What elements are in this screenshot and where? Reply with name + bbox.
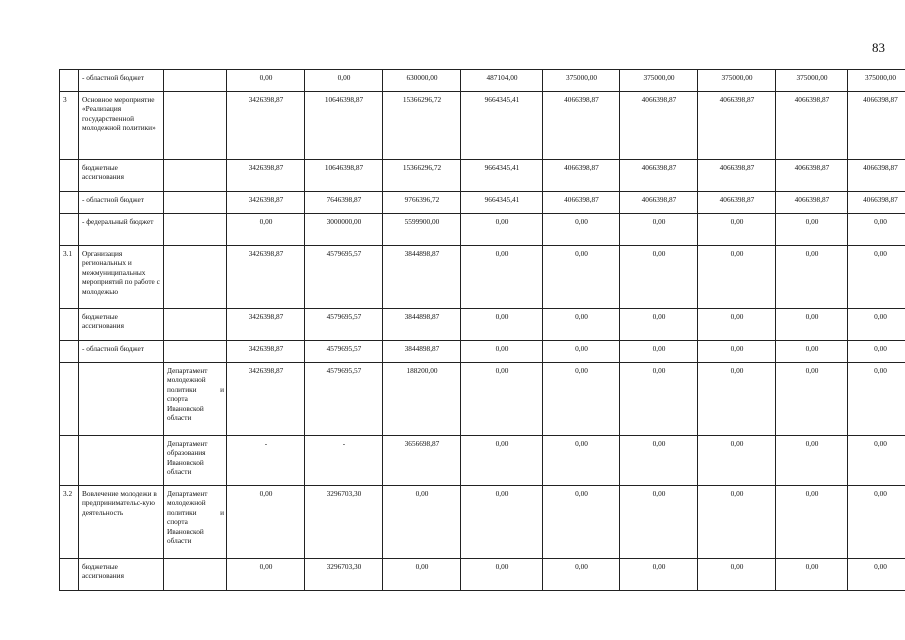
- item-name-cell: - областной бюджет: [79, 70, 164, 92]
- amount-cell: 0,00: [848, 363, 905, 436]
- amount-cell: 4066398,87: [620, 92, 698, 160]
- amount-cell: -: [227, 436, 305, 486]
- amount-cell: 4579695,57: [305, 363, 383, 436]
- table-row: [60, 246, 905, 309]
- amount-cell: 4066398,87: [698, 160, 776, 192]
- amount-cell: 4066398,87: [776, 192, 848, 214]
- amount-cell: 0,00: [848, 559, 905, 591]
- table-row: [60, 92, 905, 160]
- amount-cell: 0,00: [698, 214, 776, 246]
- amount-cell: 4066398,87: [848, 92, 905, 160]
- table-row: [60, 363, 905, 436]
- amount-cell: 3426398,87: [227, 160, 305, 192]
- amount-cell: 0,00: [620, 363, 698, 436]
- item-name-cell: бюджетные ассигнования: [79, 160, 164, 192]
- executor-cell: Департамент молодежной политики и спорта Ивановской области: [164, 486, 227, 559]
- amount-cell: 3844898,87: [383, 341, 461, 363]
- amount-cell: 0,00: [543, 309, 620, 341]
- amount-cell: 3296703,30: [305, 486, 383, 559]
- amount-cell: 4579695,57: [305, 341, 383, 363]
- amount-cell: 4066398,87: [543, 160, 620, 192]
- amount-cell: 3426398,87: [227, 341, 305, 363]
- executor-cell: [164, 309, 227, 341]
- table-row: [60, 160, 905, 192]
- amount-cell: 3296703,30: [305, 559, 383, 591]
- amount-cell: 0,00: [848, 341, 905, 363]
- amount-cell: 0,00: [776, 436, 848, 486]
- amount-cell: 3656698,87: [383, 436, 461, 486]
- amount-cell: 0,00: [776, 309, 848, 341]
- amount-cell: 9664345,41: [461, 192, 543, 214]
- amount-cell: 0,00: [848, 436, 905, 486]
- amount-cell: 375000,00: [543, 70, 620, 92]
- amount-cell: 0,00: [383, 559, 461, 591]
- amount-cell: 375000,00: [776, 70, 848, 92]
- item-name-cell: [79, 436, 164, 486]
- amount-cell: 4066398,87: [620, 160, 698, 192]
- row-number-cell: 3: [60, 92, 79, 160]
- item-name-cell: - областной бюджет: [79, 341, 164, 363]
- row-number-cell: [60, 341, 79, 363]
- row-number-cell: 3.2: [60, 486, 79, 559]
- amount-cell: 4066398,87: [776, 160, 848, 192]
- table-row: [60, 70, 905, 92]
- amount-cell: 0,00: [543, 486, 620, 559]
- item-name-cell: Основное мероприятие «Реализация государственной молодежной политики»: [79, 92, 164, 160]
- amount-cell: 4066398,87: [698, 92, 776, 160]
- amount-cell: 0,00: [776, 363, 848, 436]
- amount-cell: 0,00: [620, 214, 698, 246]
- amount-cell: 0,00: [543, 341, 620, 363]
- row-number-cell: [60, 309, 79, 341]
- item-name-cell: бюджетные ассигнования: [79, 559, 164, 591]
- amount-cell: 4066398,87: [776, 92, 848, 160]
- table-row: [60, 341, 905, 363]
- amount-cell: 4579695,57: [305, 246, 383, 309]
- amount-cell: 3426398,87: [227, 309, 305, 341]
- item-name-cell: Организация региональных и межмуниципальных мероприятий по работе с молодежью: [79, 246, 164, 309]
- executor-cell: Департамент образования Ивановской области: [164, 436, 227, 486]
- amount-cell: 0,00: [620, 486, 698, 559]
- amount-cell: 4066398,87: [543, 92, 620, 160]
- amount-cell: 0,00: [698, 309, 776, 341]
- row-number-cell: [60, 214, 79, 246]
- amount-cell: 0,00: [543, 559, 620, 591]
- amount-cell: 5599900,00: [383, 214, 461, 246]
- executor-cell: [164, 341, 227, 363]
- amount-cell: 15366296,72: [383, 160, 461, 192]
- amount-cell: 0,00: [776, 486, 848, 559]
- executor-cell: [164, 70, 227, 92]
- amount-cell: 7646398,87: [305, 192, 383, 214]
- amount-cell: 375000,00: [848, 70, 905, 92]
- amount-cell: 4066398,87: [848, 160, 905, 192]
- executor-cell: [164, 559, 227, 591]
- amount-cell: 630000,00: [383, 70, 461, 92]
- row-number-cell: [60, 436, 79, 486]
- amount-cell: 0,00: [461, 559, 543, 591]
- amount-cell: 0,00: [848, 246, 905, 309]
- amount-cell: 3000000,00: [305, 214, 383, 246]
- executor-cell: [164, 92, 227, 160]
- amount-cell: 3426398,87: [227, 92, 305, 160]
- amount-cell: 0,00: [461, 246, 543, 309]
- amount-cell: 10646398,87: [305, 92, 383, 160]
- amount-cell: 0,00: [543, 214, 620, 246]
- executor-cell: [164, 214, 227, 246]
- amount-cell: 188200,00: [383, 363, 461, 436]
- amount-cell: 0,00: [461, 363, 543, 436]
- amount-cell: 0,00: [848, 309, 905, 341]
- amount-cell: 4066398,87: [543, 192, 620, 214]
- amount-cell: 0,00: [698, 246, 776, 309]
- amount-cell: 0,00: [227, 214, 305, 246]
- amount-cell: 0,00: [620, 436, 698, 486]
- row-number-cell: 3.1: [60, 246, 79, 309]
- amount-cell: 0,00: [698, 363, 776, 436]
- amount-cell: 0,00: [620, 341, 698, 363]
- amount-cell: 0,00: [698, 486, 776, 559]
- amount-cell: 0,00: [698, 436, 776, 486]
- item-name-cell: - федеральный бюджет: [79, 214, 164, 246]
- amount-cell: 375000,00: [698, 70, 776, 92]
- amount-cell: 9766396,72: [383, 192, 461, 214]
- amount-cell: 0,00: [461, 436, 543, 486]
- amount-cell: 15366296,72: [383, 92, 461, 160]
- row-number-cell: [60, 160, 79, 192]
- amount-cell: 0,00: [620, 309, 698, 341]
- amount-cell: 0,00: [848, 486, 905, 559]
- amount-cell: 0,00: [776, 246, 848, 309]
- row-number-cell: [60, 70, 79, 92]
- item-name-cell: [79, 363, 164, 436]
- table-row: [60, 192, 905, 214]
- amount-cell: 10646398,87: [305, 160, 383, 192]
- amount-cell: 0,00: [227, 70, 305, 92]
- table-row: [60, 214, 905, 246]
- amount-cell: 9664345,41: [461, 160, 543, 192]
- amount-cell: -: [305, 436, 383, 486]
- table-row: [60, 309, 905, 341]
- amount-cell: 0,00: [620, 246, 698, 309]
- amount-cell: 0,00: [461, 486, 543, 559]
- executor-cell: [164, 192, 227, 214]
- amount-cell: 0,00: [461, 341, 543, 363]
- amount-cell: 4579695,57: [305, 309, 383, 341]
- row-number-cell: [60, 192, 79, 214]
- amount-cell: 0,00: [543, 246, 620, 309]
- amount-cell: 0,00: [698, 341, 776, 363]
- page-number: 83: [872, 40, 885, 55]
- amount-cell: 375000,00: [620, 70, 698, 92]
- amount-cell: 0,00: [776, 559, 848, 591]
- amount-cell: 9664345,41: [461, 92, 543, 160]
- amount-cell: 0,00: [461, 214, 543, 246]
- amount-cell: 0,00: [620, 559, 698, 591]
- executor-cell: [164, 246, 227, 309]
- amount-cell: 4066398,87: [620, 192, 698, 214]
- table-row: [60, 436, 905, 486]
- amount-cell: 487104,00: [461, 70, 543, 92]
- amount-cell: 0,00: [543, 436, 620, 486]
- amount-cell: 0,00: [461, 309, 543, 341]
- amount-cell: 4066398,87: [848, 192, 905, 214]
- amount-cell: 3426398,87: [227, 246, 305, 309]
- amount-cell: 0,00: [776, 214, 848, 246]
- amount-cell: 0,00: [305, 70, 383, 92]
- amount-cell: 0,00: [543, 363, 620, 436]
- row-number-cell: [60, 559, 79, 591]
- amount-cell: 0,00: [698, 559, 776, 591]
- amount-cell: 0,00: [227, 559, 305, 591]
- executor-cell: [164, 160, 227, 192]
- amount-cell: 0,00: [848, 214, 905, 246]
- table-row: [60, 486, 905, 559]
- amount-cell: 3844898,87: [383, 246, 461, 309]
- item-name-cell: Вовлечение молодежи в предпринимательс-кую деятельность: [79, 486, 164, 559]
- item-name-cell: - областной бюджет: [79, 192, 164, 214]
- amount-cell: 0,00: [227, 486, 305, 559]
- amount-cell: 4066398,87: [698, 192, 776, 214]
- amount-cell: 3426398,87: [227, 192, 305, 214]
- table-row: [60, 559, 905, 591]
- executor-cell: Департамент молодежной политики и спорта Ивановской области: [164, 363, 227, 436]
- amount-cell: 0,00: [776, 341, 848, 363]
- amount-cell: 3426398,87: [227, 363, 305, 436]
- amount-cell: 3844898,87: [383, 309, 461, 341]
- budget-table: [59, 69, 905, 591]
- item-name-cell: бюджетные ассигнования: [79, 309, 164, 341]
- amount-cell: 0,00: [383, 486, 461, 559]
- row-number-cell: [60, 363, 79, 436]
